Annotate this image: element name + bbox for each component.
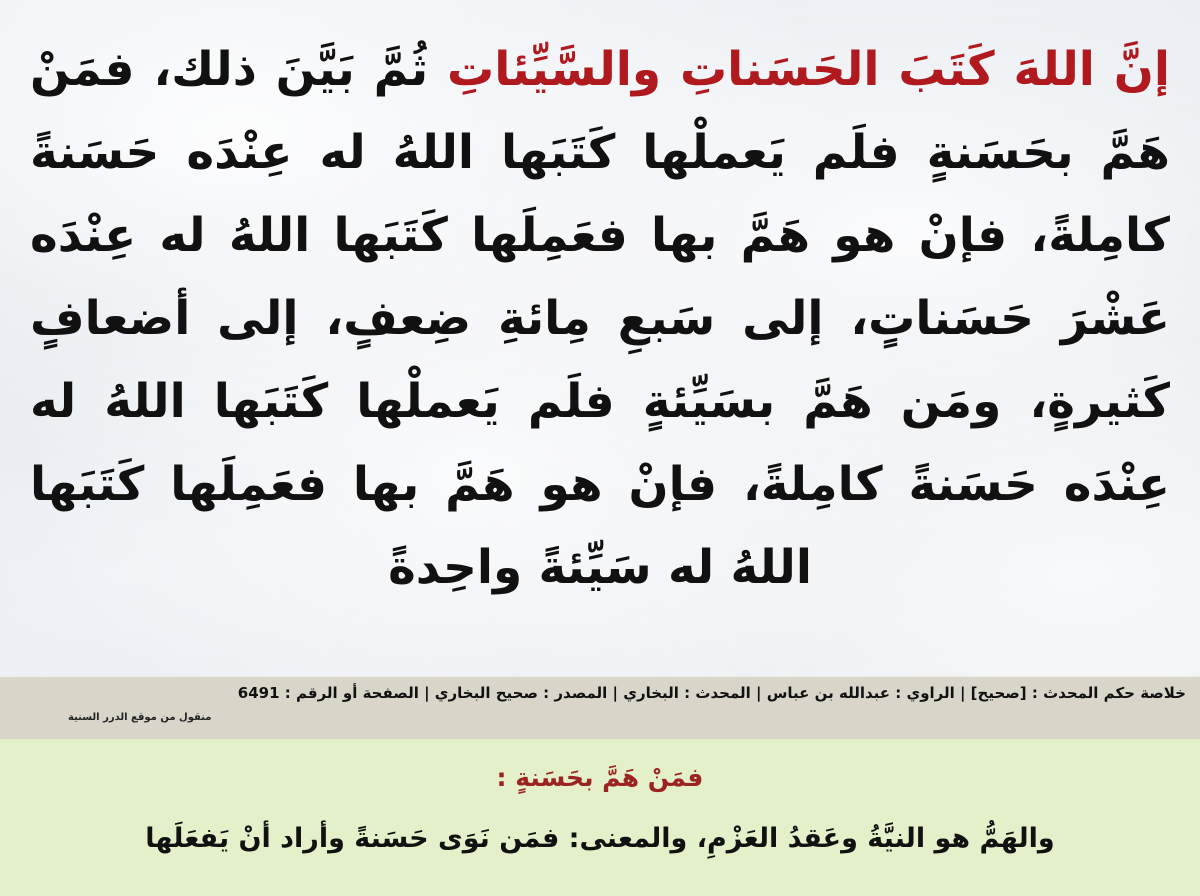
- source-bar: [0, 676, 1200, 739]
- hadith-lead: إنَّ اللهَ كَتَبَ الحَسَناتِ والسَّيِّئاتِ: [447, 42, 1170, 97]
- explanation-panel: [0, 739, 1200, 896]
- explanation-title: فمَنْ هَمَّ بحَسَنةٍ :: [496, 763, 704, 792]
- explanation-body: والهَمُّ هو النيَّةُ وعَقدُ العَزْمِ، والمعنى: فمَن نَوَى حَسَنةً وأراد أنْ يَفعَلَها: [145, 823, 1055, 854]
- source-note: منقول من موقع الدرر السنية: [68, 712, 212, 723]
- hadith-text: [30, 28, 1170, 609]
- hadith-body: ثُمَّ بَيَّنَ ذلك، فمَنْ هَمَّ بحَسَنةٍ فلَم يَعملْها كَتَبَها اللهُ له عِنْدَه حَسَنةً كامِلةً، فإنْ هو هَمَّ بها فعَمِلَها كَتَبَها اللهُ له عِنْدَه عَشْرَ حَسَناتٍ، إلى سَبعِ مِائةِ ضِعفٍ، إلى أضعافٍ كَثيرةٍ، ومَن هَمَّ بسَيِّئةٍ فلَم يَعملْها كَتَبَها اللهُ له عِنْدَه حَسَنةً كامِلةً، فإنْ هو هَمَّ بها فعَمِلَها كَتَبَها اللهُ له سَيِّئةً واحِدةً: [30, 42, 1170, 595]
- source-citation: خلاصة حكم المحدث : [صحيح] | الراوي : عبدالله بن عباس | المحدث : البخاري | المصدر : صحيح البخاري | الصفحة أو الرقم : 6491: [237, 684, 1186, 702]
